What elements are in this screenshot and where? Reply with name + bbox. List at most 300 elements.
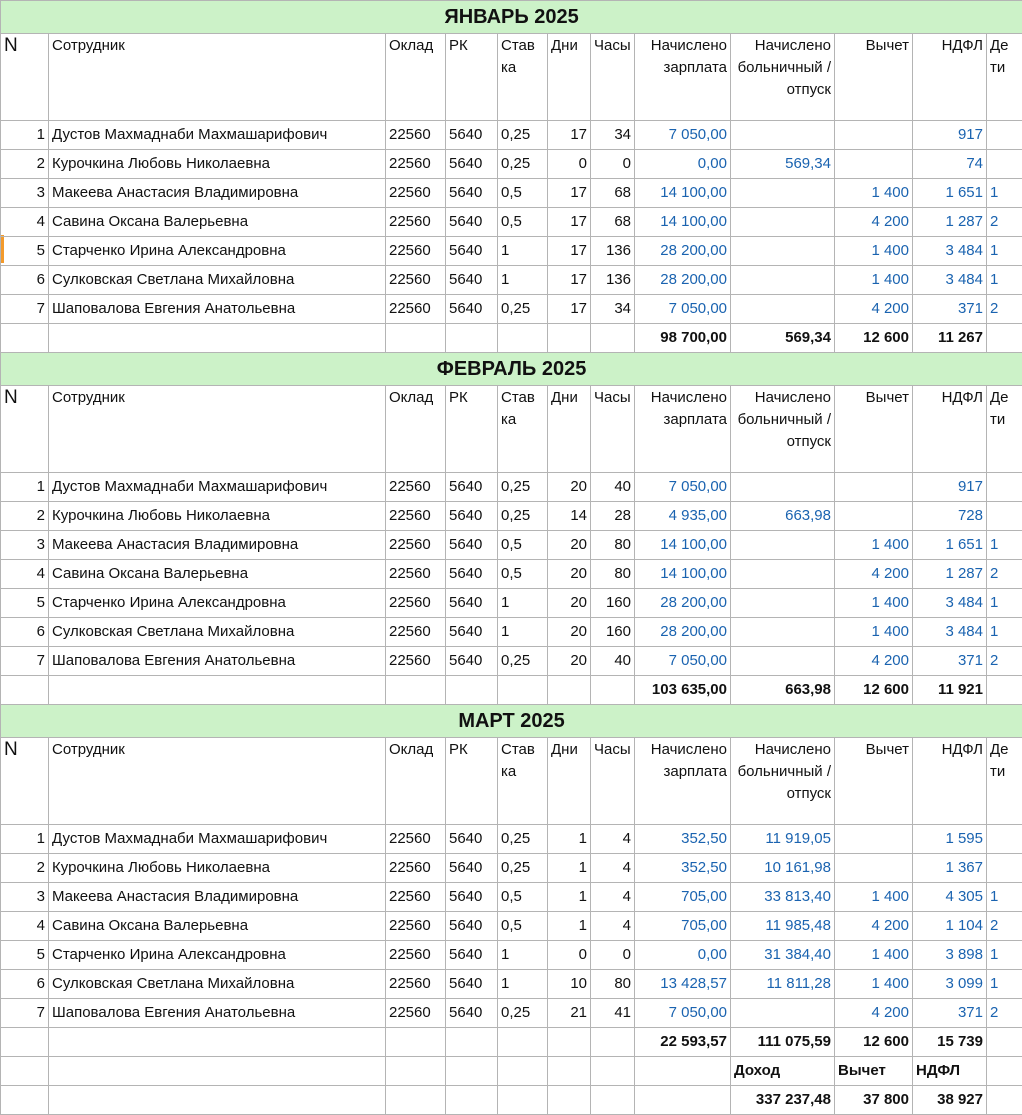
empty-cell[interactable]: [386, 1086, 446, 1115]
cell-deti[interactable]: 1: [987, 179, 1022, 208]
cell-name[interactable]: Старченко Ирина Александровна: [49, 237, 386, 266]
cell-oklad[interactable]: 22560: [386, 237, 446, 266]
total-zp[interactable]: 103 635,00: [635, 676, 731, 705]
cell-dni[interactable]: 17: [548, 179, 591, 208]
cell-oklad[interactable]: 22560: [386, 560, 446, 589]
cell-bol[interactable]: 569,34: [731, 150, 835, 179]
cell-n[interactable]: 2: [1, 502, 49, 531]
cell-vychet[interactable]: [835, 473, 913, 502]
cell-stavka[interactable]: 0,25: [498, 295, 548, 324]
cell-dni[interactable]: 17: [548, 121, 591, 150]
cell-zp[interactable]: 0,00: [635, 150, 731, 179]
cell-deti[interactable]: 1: [987, 531, 1022, 560]
cell-stavka[interactable]: 0,5: [498, 560, 548, 589]
cell-vychet[interactable]: 4 200: [835, 560, 913, 589]
cell-chasy[interactable]: 4: [591, 912, 635, 941]
cell-deti[interactable]: 2: [987, 560, 1022, 589]
cell-bol[interactable]: 663,98: [731, 502, 835, 531]
cell-rk[interactable]: 5640: [446, 531, 498, 560]
total-ndfl[interactable]: 15 739: [913, 1028, 987, 1057]
cell-stavka[interactable]: 0,5: [498, 179, 548, 208]
cell-stavka[interactable]: 1: [498, 618, 548, 647]
cell-stavka[interactable]: 0,25: [498, 150, 548, 179]
empty-cell[interactable]: [591, 1086, 635, 1115]
cell-bol[interactable]: [731, 179, 835, 208]
cell-ndfl[interactable]: 1 287: [913, 208, 987, 237]
cell-name[interactable]: Дустов Махмаднаби Махмашарифович: [49, 825, 386, 854]
cell-n[interactable]: 7: [1, 999, 49, 1028]
cell-name[interactable]: Савина Оксана Валерьевна: [49, 208, 386, 237]
cell-oklad[interactable]: 22560: [386, 502, 446, 531]
cell-oklad[interactable]: 22560: [386, 970, 446, 999]
cell-rk[interactable]: 5640: [446, 208, 498, 237]
cell-chasy[interactable]: 80: [591, 560, 635, 589]
total-zp[interactable]: 98 700,00: [635, 324, 731, 353]
cell-deti[interactable]: [987, 854, 1022, 883]
cell-bol[interactable]: 11 919,05: [731, 825, 835, 854]
empty-cell[interactable]: [49, 1028, 386, 1057]
cell-zp[interactable]: 705,00: [635, 883, 731, 912]
empty-cell[interactable]: [987, 676, 1022, 705]
total-bol[interactable]: 111 075,59: [731, 1028, 835, 1057]
summary-ndfl-value[interactable]: 38 927: [913, 1086, 987, 1115]
cell-n[interactable]: 6: [1, 266, 49, 295]
cell-oklad[interactable]: 22560: [386, 121, 446, 150]
empty-cell[interactable]: [635, 1057, 731, 1086]
cell-chasy[interactable]: 160: [591, 589, 635, 618]
cell-bol[interactable]: [731, 208, 835, 237]
cell-chasy[interactable]: 68: [591, 208, 635, 237]
cell-oklad[interactable]: 22560: [386, 647, 446, 676]
cell-stavka[interactable]: 0,25: [498, 473, 548, 502]
cell-chasy[interactable]: 80: [591, 531, 635, 560]
cell-chasy[interactable]: 68: [591, 179, 635, 208]
cell-rk[interactable]: 5640: [446, 121, 498, 150]
cell-deti[interactable]: 1: [987, 618, 1022, 647]
cell-ndfl[interactable]: 3 898: [913, 941, 987, 970]
cell-zp[interactable]: 7 050,00: [635, 999, 731, 1028]
cell-rk[interactable]: 5640: [446, 883, 498, 912]
cell-n[interactable]: 3: [1, 179, 49, 208]
cell-chasy[interactable]: 40: [591, 473, 635, 502]
total-vychet[interactable]: 12 600: [835, 676, 913, 705]
cell-ndfl[interactable]: 1 651: [913, 531, 987, 560]
cell-name[interactable]: Макеева Анастасия Владимировна: [49, 531, 386, 560]
cell-zp[interactable]: 705,00: [635, 912, 731, 941]
cell-zp[interactable]: 7 050,00: [635, 295, 731, 324]
cell-vychet[interactable]: 1 400: [835, 266, 913, 295]
cell-stavka[interactable]: 0,5: [498, 531, 548, 560]
empty-cell[interactable]: [987, 324, 1022, 353]
cell-oklad[interactable]: 22560: [386, 941, 446, 970]
empty-cell[interactable]: [498, 324, 548, 353]
cell-bol[interactable]: [731, 237, 835, 266]
cell-stavka[interactable]: 0,25: [498, 999, 548, 1028]
cell-chasy[interactable]: 0: [591, 941, 635, 970]
cell-vychet[interactable]: 4 200: [835, 295, 913, 324]
cell-name[interactable]: Сулковская Светлана Михайловна: [49, 266, 386, 295]
cell-vychet[interactable]: [835, 854, 913, 883]
total-bol[interactable]: 663,98: [731, 676, 835, 705]
cell-dni[interactable]: 17: [548, 295, 591, 324]
total-zp[interactable]: 22 593,57: [635, 1028, 731, 1057]
cell-zp[interactable]: 352,50: [635, 854, 731, 883]
cell-chasy[interactable]: 34: [591, 121, 635, 150]
cell-dni[interactable]: 1: [548, 883, 591, 912]
cell-rk[interactable]: 5640: [446, 237, 498, 266]
cell-rk[interactable]: 5640: [446, 999, 498, 1028]
cell-deti[interactable]: [987, 121, 1022, 150]
cell-oklad[interactable]: 22560: [386, 208, 446, 237]
cell-dni[interactable]: 20: [548, 560, 591, 589]
summary-income-value[interactable]: 337 237,48: [731, 1086, 835, 1115]
cell-name[interactable]: Шаповалова Евгения Анатольевна: [49, 295, 386, 324]
cell-chasy[interactable]: 34: [591, 295, 635, 324]
cell-vychet[interactable]: 1 400: [835, 179, 913, 208]
cell-rk[interactable]: 5640: [446, 970, 498, 999]
cell-bol[interactable]: 33 813,40: [731, 883, 835, 912]
empty-cell[interactable]: [635, 1086, 731, 1115]
cell-stavka[interactable]: 0,5: [498, 883, 548, 912]
cell-name[interactable]: Дустов Махмаднаби Махмашарифович: [49, 473, 386, 502]
cell-name[interactable]: Курочкина Любовь Николаевна: [49, 502, 386, 531]
cell-deti[interactable]: 1: [987, 970, 1022, 999]
cell-dni[interactable]: 1: [548, 912, 591, 941]
cell-oklad[interactable]: 22560: [386, 883, 446, 912]
cell-ndfl[interactable]: 1 104: [913, 912, 987, 941]
cell-deti[interactable]: 1: [987, 237, 1022, 266]
cell-name[interactable]: Старченко Ирина Александровна: [49, 589, 386, 618]
cell-name[interactable]: Шаповалова Евгения Анатольевна: [49, 647, 386, 676]
cell-n[interactable]: 1: [1, 121, 49, 150]
cell-zp[interactable]: 28 200,00: [635, 237, 731, 266]
cell-vychet[interactable]: [835, 825, 913, 854]
cell-rk[interactable]: 5640: [446, 473, 498, 502]
cell-ndfl[interactable]: 371: [913, 999, 987, 1028]
cell-name[interactable]: Дустов Махмаднаби Махмашарифович: [49, 121, 386, 150]
cell-bol[interactable]: [731, 295, 835, 324]
cell-chasy[interactable]: 28: [591, 502, 635, 531]
empty-cell[interactable]: [386, 324, 446, 353]
cell-chasy[interactable]: 40: [591, 647, 635, 676]
cell-dni[interactable]: 1: [548, 854, 591, 883]
empty-cell[interactable]: [446, 324, 498, 353]
cell-ndfl[interactable]: 917: [913, 473, 987, 502]
cell-zp[interactable]: 0,00: [635, 941, 731, 970]
empty-cell[interactable]: [1, 1086, 49, 1115]
total-bol[interactable]: 569,34: [731, 324, 835, 353]
cell-deti[interactable]: 1: [987, 266, 1022, 295]
cell-zp[interactable]: 28 200,00: [635, 618, 731, 647]
empty-cell[interactable]: [1, 324, 49, 353]
empty-cell[interactable]: [591, 324, 635, 353]
cell-dni[interactable]: 20: [548, 589, 591, 618]
cell-rk[interactable]: 5640: [446, 912, 498, 941]
cell-n[interactable]: 3: [1, 531, 49, 560]
cell-n[interactable]: 5: [1, 941, 49, 970]
cell-ndfl[interactable]: 3 484: [913, 618, 987, 647]
cell-name[interactable]: Савина Оксана Валерьевна: [49, 560, 386, 589]
cell-rk[interactable]: 5640: [446, 179, 498, 208]
cell-dni[interactable]: 20: [548, 647, 591, 676]
cell-ndfl[interactable]: 917: [913, 121, 987, 150]
cell-zp[interactable]: 14 100,00: [635, 208, 731, 237]
cell-deti[interactable]: 1: [987, 589, 1022, 618]
cell-dni[interactable]: 17: [548, 266, 591, 295]
empty-cell[interactable]: [498, 1086, 548, 1115]
cell-ndfl[interactable]: 1 367: [913, 854, 987, 883]
cell-oklad[interactable]: 22560: [386, 825, 446, 854]
cell-oklad[interactable]: 22560: [386, 473, 446, 502]
total-vychet[interactable]: 12 600: [835, 324, 913, 353]
cell-deti[interactable]: 1: [987, 883, 1022, 912]
cell-deti[interactable]: 2: [987, 999, 1022, 1028]
cell-rk[interactable]: 5640: [446, 502, 498, 531]
cell-vychet[interactable]: 1 400: [835, 589, 913, 618]
cell-vychet[interactable]: [835, 121, 913, 150]
cell-zp[interactable]: 7 050,00: [635, 473, 731, 502]
cell-chasy[interactable]: 136: [591, 266, 635, 295]
cell-dni[interactable]: 14: [548, 502, 591, 531]
cell-ndfl[interactable]: 1 287: [913, 560, 987, 589]
cell-zp[interactable]: 7 050,00: [635, 121, 731, 150]
cell-name[interactable]: Курочкина Любовь Николаевна: [49, 854, 386, 883]
empty-cell[interactable]: [548, 324, 591, 353]
empty-cell[interactable]: [49, 1086, 386, 1115]
cell-ndfl[interactable]: 728: [913, 502, 987, 531]
cell-rk[interactable]: 5640: [446, 560, 498, 589]
cell-name[interactable]: Курочкина Любовь Николаевна: [49, 150, 386, 179]
cell-deti[interactable]: 2: [987, 647, 1022, 676]
empty-cell[interactable]: [1, 1028, 49, 1057]
empty-cell[interactable]: [498, 676, 548, 705]
cell-ndfl[interactable]: 371: [913, 647, 987, 676]
empty-cell[interactable]: [591, 1057, 635, 1086]
empty-cell[interactable]: [386, 1028, 446, 1057]
cell-vychet[interactable]: 4 200: [835, 912, 913, 941]
cell-bol[interactable]: [731, 121, 835, 150]
empty-cell[interactable]: [49, 1057, 386, 1086]
cell-n[interactable]: 7: [1, 295, 49, 324]
cell-chasy[interactable]: 4: [591, 883, 635, 912]
cell-deti[interactable]: [987, 150, 1022, 179]
empty-cell[interactable]: [548, 1028, 591, 1057]
cell-vychet[interactable]: 1 400: [835, 531, 913, 560]
empty-cell[interactable]: [446, 1028, 498, 1057]
cell-deti[interactable]: 1: [987, 941, 1022, 970]
cell-chasy[interactable]: 160: [591, 618, 635, 647]
cell-stavka[interactable]: 0,25: [498, 825, 548, 854]
empty-cell[interactable]: [987, 1086, 1022, 1115]
cell-n[interactable]: 1: [1, 473, 49, 502]
cell-deti[interactable]: [987, 502, 1022, 531]
cell-vychet[interactable]: 1 400: [835, 618, 913, 647]
cell-ndfl[interactable]: 4 305: [913, 883, 987, 912]
cell-n[interactable]: 6: [1, 618, 49, 647]
cell-dni[interactable]: 17: [548, 208, 591, 237]
cell-deti[interactable]: 2: [987, 295, 1022, 324]
cell-stavka[interactable]: 0,25: [498, 502, 548, 531]
cell-vychet[interactable]: 4 200: [835, 208, 913, 237]
empty-cell[interactable]: [49, 676, 386, 705]
cell-n[interactable]: 7: [1, 647, 49, 676]
cell-name[interactable]: Макеева Анастасия Владимировна: [49, 179, 386, 208]
cell-bol[interactable]: [731, 266, 835, 295]
total-ndfl[interactable]: 11 921: [913, 676, 987, 705]
empty-cell[interactable]: [1, 676, 49, 705]
cell-oklad[interactable]: 22560: [386, 179, 446, 208]
cell-dni[interactable]: 17: [548, 237, 591, 266]
total-ndfl[interactable]: 11 267: [913, 324, 987, 353]
cell-ndfl[interactable]: 3 099: [913, 970, 987, 999]
cell-zp[interactable]: 352,50: [635, 825, 731, 854]
empty-cell[interactable]: [446, 676, 498, 705]
cell-bol[interactable]: [731, 618, 835, 647]
empty-cell[interactable]: [1, 1057, 49, 1086]
cell-vychet[interactable]: 4 200: [835, 999, 913, 1028]
cell-bol[interactable]: [731, 647, 835, 676]
cell-n[interactable]: 4: [1, 208, 49, 237]
empty-cell[interactable]: [591, 1028, 635, 1057]
cell-stavka[interactable]: 1: [498, 589, 548, 618]
empty-cell[interactable]: [49, 324, 386, 353]
cell-oklad[interactable]: 22560: [386, 266, 446, 295]
empty-cell[interactable]: [446, 1086, 498, 1115]
cell-ndfl[interactable]: 3 484: [913, 237, 987, 266]
cell-dni[interactable]: 10: [548, 970, 591, 999]
cell-deti[interactable]: [987, 825, 1022, 854]
cell-rk[interactable]: 5640: [446, 941, 498, 970]
cell-rk[interactable]: 5640: [446, 295, 498, 324]
summary-deduction-value[interactable]: 37 800: [835, 1086, 913, 1115]
cell-zp[interactable]: 14 100,00: [635, 560, 731, 589]
cell-ndfl[interactable]: 1 595: [913, 825, 987, 854]
cell-name[interactable]: Макеева Анастасия Владимировна: [49, 883, 386, 912]
cell-vychet[interactable]: [835, 150, 913, 179]
cell-stavka[interactable]: 1: [498, 237, 548, 266]
cell-chasy[interactable]: 136: [591, 237, 635, 266]
cell-bol[interactable]: [731, 531, 835, 560]
cell-n[interactable]: 1: [1, 825, 49, 854]
cell-dni[interactable]: 1: [548, 825, 591, 854]
cell-chasy[interactable]: 80: [591, 970, 635, 999]
total-vychet[interactable]: 12 600: [835, 1028, 913, 1057]
cell-dni[interactable]: 20: [548, 531, 591, 560]
cell-vychet[interactable]: 1 400: [835, 237, 913, 266]
cell-bol[interactable]: [731, 560, 835, 589]
cell-ndfl[interactable]: 3 484: [913, 589, 987, 618]
empty-cell[interactable]: [446, 1057, 498, 1086]
empty-cell[interactable]: [386, 676, 446, 705]
cell-n[interactable]: 4: [1, 912, 49, 941]
cell-rk[interactable]: 5640: [446, 589, 498, 618]
cell-dni[interactable]: 0: [548, 941, 591, 970]
cell-stavka[interactable]: 0,25: [498, 121, 548, 150]
cell-zp[interactable]: 14 100,00: [635, 531, 731, 560]
cell-ndfl[interactable]: 371: [913, 295, 987, 324]
cell-ndfl[interactable]: 1 651: [913, 179, 987, 208]
cell-deti[interactable]: 2: [987, 208, 1022, 237]
cell-name[interactable]: Шаповалова Евгения Анатольевна: [49, 999, 386, 1028]
cell-rk[interactable]: 5640: [446, 266, 498, 295]
cell-zp[interactable]: 13 428,57: [635, 970, 731, 999]
empty-cell[interactable]: [591, 676, 635, 705]
empty-cell[interactable]: [548, 1057, 591, 1086]
cell-dni[interactable]: 21: [548, 999, 591, 1028]
cell-rk[interactable]: 5640: [446, 618, 498, 647]
cell-chasy[interactable]: 4: [591, 825, 635, 854]
cell-chasy[interactable]: 0: [591, 150, 635, 179]
cell-bol[interactable]: [731, 589, 835, 618]
empty-cell[interactable]: [987, 1028, 1022, 1057]
cell-bol[interactable]: [731, 999, 835, 1028]
cell-vychet[interactable]: 1 400: [835, 970, 913, 999]
cell-n[interactable]: 4: [1, 560, 49, 589]
cell-oklad[interactable]: 22560: [386, 531, 446, 560]
cell-zp[interactable]: 28 200,00: [635, 266, 731, 295]
cell-n[interactable]: 2: [1, 150, 49, 179]
empty-cell[interactable]: [987, 1057, 1022, 1086]
cell-oklad[interactable]: 22560: [386, 912, 446, 941]
empty-cell[interactable]: [548, 676, 591, 705]
empty-cell[interactable]: [386, 1057, 446, 1086]
cell-stavka[interactable]: 0,5: [498, 208, 548, 237]
cell-oklad[interactable]: 22560: [386, 618, 446, 647]
cell-stavka[interactable]: 1: [498, 941, 548, 970]
cell-vychet[interactable]: [835, 502, 913, 531]
cell-ndfl[interactable]: 74: [913, 150, 987, 179]
cell-name[interactable]: Сулковская Светлана Михайловна: [49, 618, 386, 647]
cell-stavka[interactable]: 0,25: [498, 647, 548, 676]
cell-ndfl[interactable]: 3 484: [913, 266, 987, 295]
cell-vychet[interactable]: 1 400: [835, 883, 913, 912]
cell-n[interactable]: 3: [1, 883, 49, 912]
cell-oklad[interactable]: 22560: [386, 589, 446, 618]
cell-stavka[interactable]: 0,5: [498, 912, 548, 941]
cell-deti[interactable]: 2: [987, 912, 1022, 941]
cell-stavka[interactable]: 1: [498, 266, 548, 295]
cell-zp[interactable]: 4 935,00: [635, 502, 731, 531]
cell-stavka[interactable]: 0,25: [498, 854, 548, 883]
cell-n[interactable]: 5: [1, 589, 49, 618]
cell-rk[interactable]: 5640: [446, 854, 498, 883]
cell-chasy[interactable]: 41: [591, 999, 635, 1028]
cell-rk[interactable]: 5640: [446, 825, 498, 854]
cell-zp[interactable]: 28 200,00: [635, 589, 731, 618]
cell-bol[interactable]: 31 384,40: [731, 941, 835, 970]
cell-rk[interactable]: 5640: [446, 150, 498, 179]
cell-name[interactable]: Старченко Ирина Александровна: [49, 941, 386, 970]
empty-cell[interactable]: [548, 1086, 591, 1115]
cell-oklad[interactable]: 22560: [386, 854, 446, 883]
cell-bol[interactable]: 11 985,48: [731, 912, 835, 941]
cell-bol[interactable]: 11 811,28: [731, 970, 835, 999]
cell-oklad[interactable]: 22560: [386, 999, 446, 1028]
cell-dni[interactable]: 20: [548, 473, 591, 502]
cell-bol[interactable]: [731, 473, 835, 502]
cell-stavka[interactable]: 1: [498, 970, 548, 999]
cell-bol[interactable]: 10 161,98: [731, 854, 835, 883]
cell-zp[interactable]: 14 100,00: [635, 179, 731, 208]
cell-n[interactable]: 5: [1, 237, 49, 266]
cell-chasy[interactable]: 4: [591, 854, 635, 883]
cell-name[interactable]: Сулковская Светлана Михайловна: [49, 970, 386, 999]
cell-n[interactable]: 2: [1, 854, 49, 883]
cell-deti[interactable]: [987, 473, 1022, 502]
cell-name[interactable]: Савина Оксана Валерьевна: [49, 912, 386, 941]
cell-dni[interactable]: 0: [548, 150, 591, 179]
cell-oklad[interactable]: 22560: [386, 150, 446, 179]
